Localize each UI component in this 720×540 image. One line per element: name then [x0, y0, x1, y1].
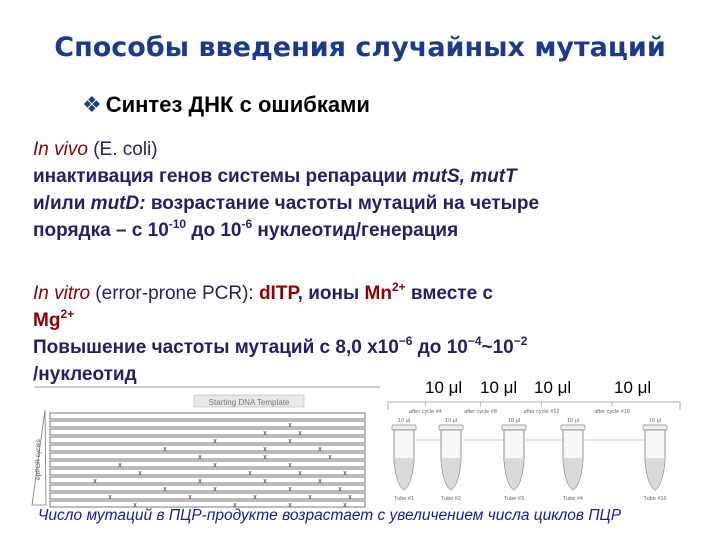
dna-strand — [50, 453, 365, 459]
mutation-mark: x — [263, 446, 267, 453]
in-vivo-line-2: инактивация генов системы репарации mutS, mutT — [33, 166, 517, 187]
volume-label-4: 10 μl — [614, 378, 652, 397]
in-vitro-line-1: In vitro (error-prone PCR): dITP, ионы $Mn^{2+}$ вместе с — [33, 280, 493, 304]
mutation-mark: x — [338, 486, 342, 493]
mutation-mark: x — [263, 430, 267, 437]
mutation-mark: x — [233, 502, 237, 509]
pcr-tube — [502, 402, 559, 502]
cycle-label: after cycle #8 — [464, 409, 497, 415]
in-vivo-line-4: порядка – с $10^{-10}$ до $10^{-6}$ нуклеотид/генерация — [33, 217, 459, 241]
pcr-tube — [392, 402, 442, 502]
tube-label: Tube #3 — [504, 496, 524, 502]
mutation-mark: x — [198, 454, 202, 461]
volume-label-1: 10 μl — [425, 378, 463, 397]
pcr-tube — [643, 418, 667, 502]
in-vitro-line-2: $Mg^{2+}$ — [33, 307, 75, 331]
tube-liquid — [394, 458, 414, 490]
mutation-mark: x — [348, 494, 352, 501]
tube-volume-label: 10 μl — [566, 418, 580, 424]
mutation-mark: x — [118, 462, 122, 469]
mutation-mark: x — [343, 502, 347, 509]
dna-strand — [50, 461, 365, 467]
dna-strands — [50, 413, 365, 509]
tube-cap — [643, 425, 667, 430]
mutation-mark: x — [288, 462, 292, 469]
tube-liquid — [563, 458, 583, 490]
template-label: Starting DNA Template — [208, 398, 290, 407]
dna-strand — [50, 469, 365, 475]
figure-caption: Число мутаций в ПЦР-продукте возрастает с увеличением числа циклов ПЦР — [38, 507, 622, 524]
mutation-mark: x — [108, 494, 112, 501]
mutation-mark: x — [93, 478, 97, 485]
mutation-mark: x — [288, 486, 292, 493]
in-vivo-line-3: и/или mutD: возрастание частоты мутаций на четыре — [33, 193, 540, 214]
dna-strand — [50, 437, 365, 443]
mutation-mark: x — [263, 454, 267, 461]
slide-title: Способы введения случайных мутаций — [54, 32, 666, 63]
cycle-label: after cycle #12 — [523, 409, 560, 415]
tubes-panel — [388, 402, 680, 502]
tube-label: Tube #16 — [643, 496, 667, 502]
mutation-mark: x — [213, 462, 217, 469]
mutation-mark: x — [318, 446, 322, 453]
tube-volume-label: 10 μl — [444, 418, 458, 424]
dna-strand — [50, 421, 365, 427]
mutation-mark: x — [328, 454, 332, 461]
mutation-mark: x — [298, 430, 302, 437]
mutation-mark: x — [288, 422, 292, 429]
mutation-mark: x — [188, 494, 192, 501]
mutation-mark: x — [163, 486, 167, 493]
mutation-mark: x — [213, 486, 217, 493]
dna-strand — [50, 413, 365, 419]
tube-cap — [502, 425, 526, 430]
mutation-mark: x — [318, 478, 322, 485]
tube-liquid — [441, 458, 461, 490]
mutation-mark: x — [253, 494, 257, 501]
mutation-mark: x — [308, 494, 312, 501]
mutation-mark: x — [248, 470, 252, 477]
in-vitro-line-3: Повышение частоты мутаций с 8,0 $х10^{-6}$ до $10^{-4}\sim 10^{-2}$ — [33, 334, 528, 358]
mutation-mark: x — [343, 470, 347, 477]
diamond-bullet-icon: ❖ — [82, 92, 102, 117]
mutation-mark: x — [133, 502, 137, 509]
mutation-mark: x — [263, 478, 267, 485]
tube-cap — [392, 425, 416, 430]
tube-liquid — [504, 458, 524, 490]
tube-label: Tube #1 — [394, 496, 414, 502]
dna-strand — [50, 429, 365, 435]
tube-cap — [439, 425, 463, 430]
cycle-label: after cycle #16 — [594, 409, 630, 415]
tube-liquid — [645, 458, 665, 490]
mutation-mark: x — [163, 446, 167, 453]
pcr-tube — [439, 402, 497, 502]
cycles-axis-label: epPCR cycles — [35, 439, 42, 480]
mutation-mark: x — [138, 470, 142, 477]
in-vitro-line-4: /нуклеотид — [33, 364, 137, 385]
volume-label-3: 10 μl — [534, 378, 572, 397]
mutation-mark: x — [213, 438, 217, 445]
mutation-mark: x — [288, 502, 292, 509]
mutation-mark: x — [298, 470, 302, 477]
tube-volume-label: 10 μl — [648, 418, 662, 424]
pcr-tube — [561, 402, 630, 502]
dna-strand — [50, 493, 365, 499]
tube-cap — [561, 425, 585, 430]
tube-label: Tube #2 — [441, 496, 461, 502]
tube-label: Tube #4 — [563, 496, 583, 502]
mutation-mark: x — [198, 478, 202, 485]
volume-label-2: 10 μl — [480, 378, 518, 397]
tube-volume-label: 10 μl — [507, 418, 521, 424]
in-vivo-line-1: In vivo (E. coli) — [33, 139, 158, 160]
template-panel — [32, 387, 380, 509]
subtitle-text: Синтез ДНК с ошибками — [105, 92, 370, 117]
dna-strand — [50, 485, 365, 491]
tube-volume-label: 10 μl — [397, 418, 411, 424]
cycle-label: after cycle #4 — [409, 409, 442, 415]
mutation-mark: x — [288, 438, 292, 445]
